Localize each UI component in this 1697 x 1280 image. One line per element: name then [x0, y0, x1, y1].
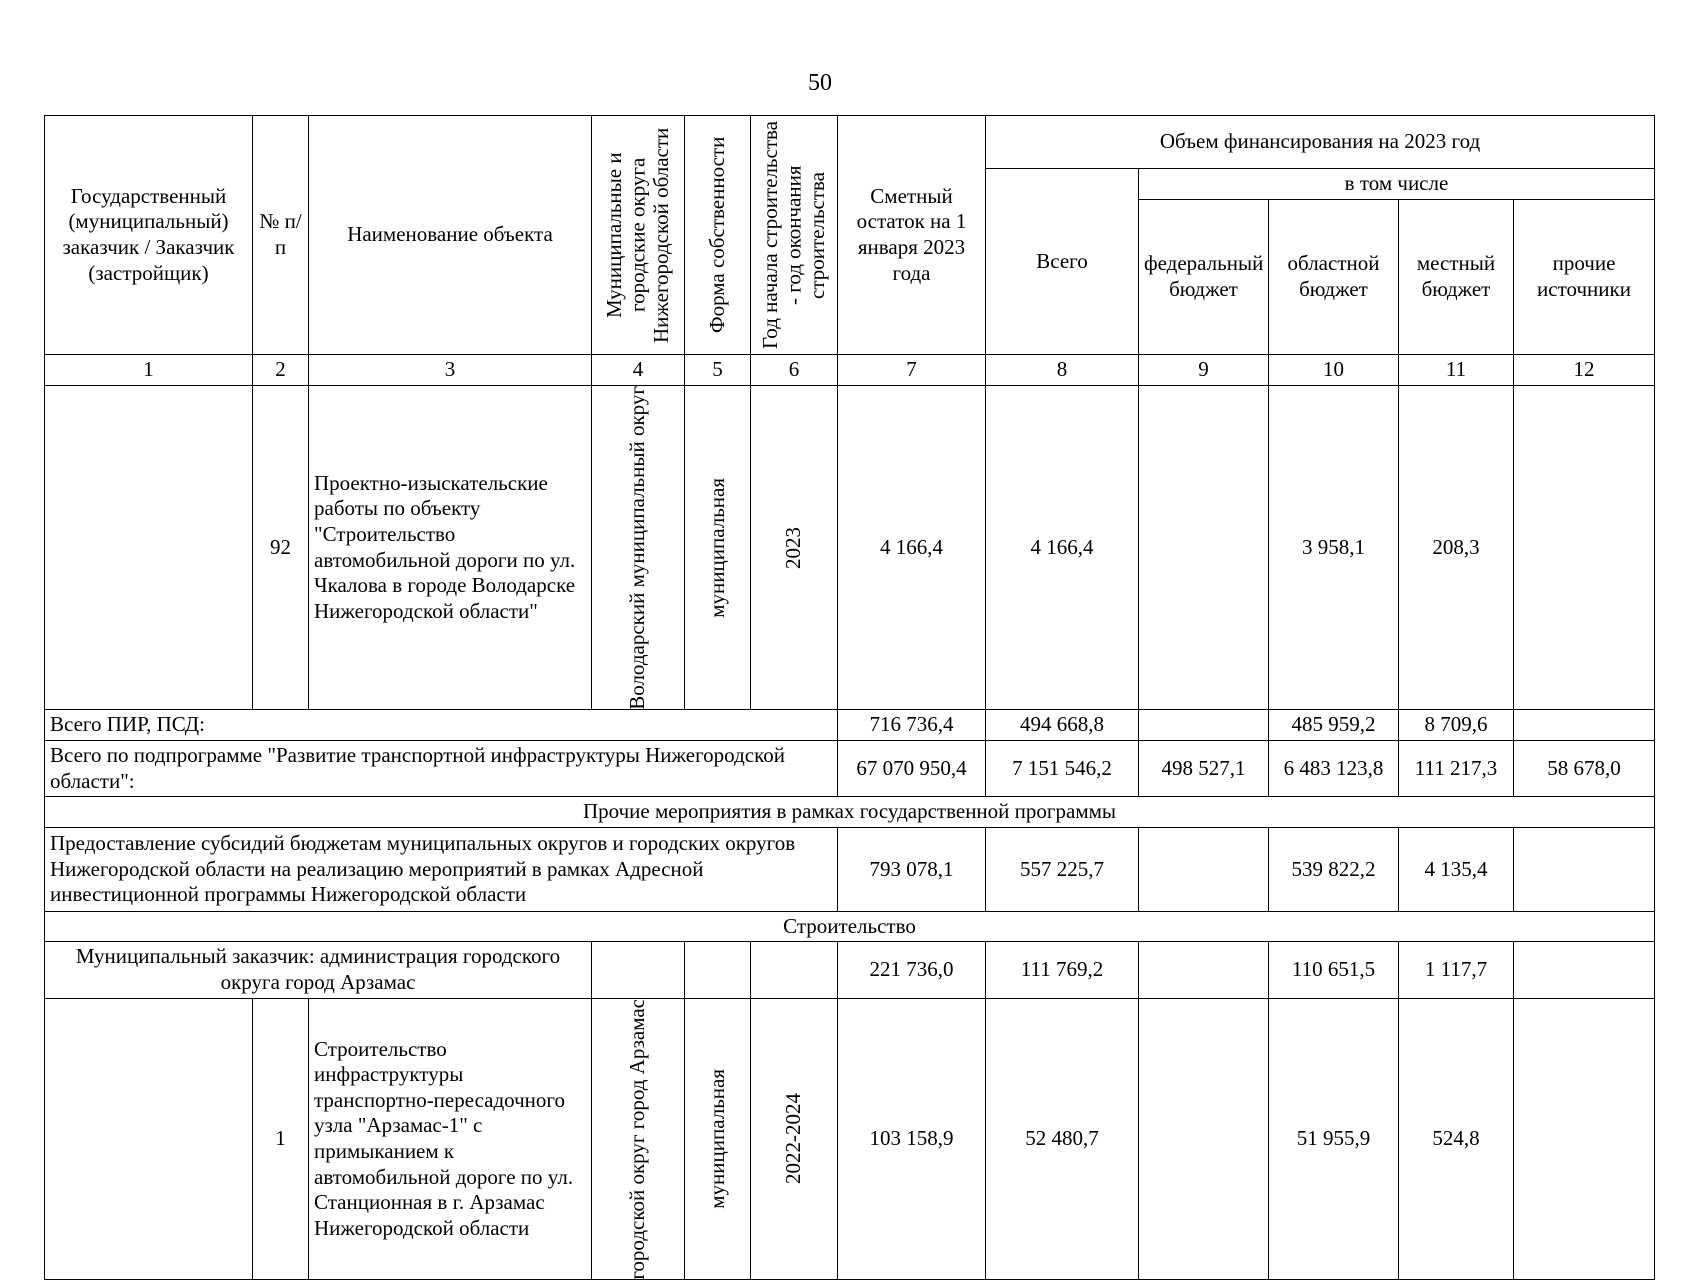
regional-cell: 485 959,2 [1269, 710, 1399, 741]
header-ownership: Форма собственности [685, 116, 751, 355]
balance-cell: 793 078,1 [838, 827, 986, 911]
column-number: 7 [838, 355, 986, 386]
total-cell: 7 151 546,2 [986, 741, 1139, 797]
header-object-name: Наименование объекта [309, 116, 592, 355]
balance-cell: 221 736,0 [838, 942, 986, 998]
section-heading: Строительство [45, 911, 1655, 942]
other-cell [1514, 710, 1655, 741]
district-cell: городской округ город Арзамас [592, 998, 685, 1280]
ownership-cell [685, 942, 751, 998]
ownership-cell: муниципальная [685, 385, 751, 710]
header-including: в том числе [1139, 169, 1655, 200]
total-subprogram-label: Всего по подпрограмме "Развитие транспортной инфраструктуры Нижегородской области": [45, 741, 838, 797]
years-cell: 2022-2024 [751, 998, 838, 1280]
balance-cell: 4 166,4 [838, 385, 986, 710]
years-cell [751, 942, 838, 998]
federal-cell [1139, 998, 1269, 1280]
section-heading: Прочие мероприятия в рамках государственной программы [45, 797, 1655, 828]
table-row [45, 827, 1655, 911]
customer-cell [45, 385, 253, 710]
total-cell: 494 668,8 [986, 710, 1139, 741]
header-num: № п/п [253, 116, 309, 355]
table-row [45, 998, 1655, 1280]
other-cell [1514, 827, 1655, 911]
local-cell: 111 217,3 [1399, 741, 1514, 797]
subsidies-label: Предоставление субсидий бюджетам муниципальных округов и городских округов Нижегородской области на реализацию мероприятий в рамках Адресной инвестиционной программы Нижегородской области [45, 827, 838, 911]
row-number: 92 [253, 385, 309, 710]
local-cell: 1 117,7 [1399, 942, 1514, 998]
column-number: 1 [45, 355, 253, 386]
section-row [45, 797, 1655, 828]
total-cell: 111 769,2 [986, 942, 1139, 998]
total-cell: 52 480,7 [986, 998, 1139, 1280]
financing-table [44, 115, 1655, 1280]
local-cell: 8 709,6 [1399, 710, 1514, 741]
customer-row [45, 942, 1655, 998]
regional-cell: 51 955,9 [1269, 998, 1399, 1280]
column-number: 6 [751, 355, 838, 386]
regional-cell: 6 483 123,8 [1269, 741, 1399, 797]
total-cell: 4 166,4 [986, 385, 1139, 710]
ownership-cell: муниципальная [685, 998, 751, 1280]
regional-cell: 539 822,2 [1269, 827, 1399, 911]
federal-cell [1139, 942, 1269, 998]
total-row [45, 710, 1655, 741]
header-other: прочие источники [1514, 200, 1655, 355]
other-cell [1514, 942, 1655, 998]
federal-cell [1139, 710, 1269, 741]
column-number: 5 [685, 355, 751, 386]
column-number: 4 [592, 355, 685, 386]
local-cell: 208,3 [1399, 385, 1514, 710]
balance-cell: 67 070 950,4 [838, 741, 986, 797]
customer-label: Муниципальный заказчик: администрация городского округа город Арзамас [45, 942, 592, 998]
section-row [45, 911, 1655, 942]
regional-cell: 3 958,1 [1269, 385, 1399, 710]
district-cell: Володарский муниципальный округ [592, 385, 685, 710]
header-regional: областной бюджет [1269, 200, 1399, 355]
header-federal: федеральный бюджет [1139, 200, 1269, 355]
column-number: 9 [1139, 355, 1269, 386]
column-number: 11 [1399, 355, 1514, 386]
federal-cell: 498 527,1 [1139, 741, 1269, 797]
regional-cell: 110 651,5 [1269, 942, 1399, 998]
column-number: 12 [1514, 355, 1655, 386]
column-number: 8 [986, 355, 1139, 386]
page-number: 50 [808, 70, 832, 96]
header-balance: Сметный остаток на 1 января 2023 года [838, 116, 986, 355]
column-number: 10 [1269, 355, 1399, 386]
balance-cell: 716 736,4 [838, 710, 986, 741]
header-local: местный бюджет [1399, 200, 1514, 355]
total-pir-label: Всего ПИР, ПСД: [45, 710, 838, 741]
district-cell [592, 942, 685, 998]
local-cell: 4 135,4 [1399, 827, 1514, 911]
other-cell [1514, 385, 1655, 710]
table-row [45, 385, 1655, 710]
row-number: 1 [253, 998, 309, 1280]
federal-cell [1139, 385, 1269, 710]
other-cell [1514, 998, 1655, 1280]
header-financing: Объем финансирования на 2023 год [986, 116, 1655, 169]
federal-cell [1139, 827, 1269, 911]
column-number: 3 [309, 355, 592, 386]
other-cell: 58 678,0 [1514, 741, 1655, 797]
column-number: 2 [253, 355, 309, 386]
header-districts: Муниципальные и городские округа Нижегородской области [592, 116, 685, 355]
customer-cell [45, 998, 253, 1280]
years-cell: 2023 [751, 385, 838, 710]
object-name: Строительство инфраструктуры транспортно-пересадочного узла "Арзамас-1" с примыканием к автомобильной дороге по ул. Станционная в г. Арзамас Нижегородской области [309, 998, 592, 1280]
object-name: Проектно-изыскательские работы по объекту "Строительство автомобильной дороги по ул. Чкалова в городе Володарске Нижегородской области" [309, 385, 592, 710]
header-total: Всего [986, 169, 1139, 355]
total-cell: 557 225,7 [986, 827, 1139, 911]
header-years: Год начала строительства - год окончания строительства [751, 116, 838, 355]
balance-cell: 103 158,9 [838, 998, 986, 1280]
total-row [45, 741, 1655, 797]
header-customer: Государственный (муниципальный) заказчик / Заказчик (застройщик) [45, 116, 253, 355]
local-cell: 524,8 [1399, 998, 1514, 1280]
column-numbers-row [45, 355, 1655, 386]
